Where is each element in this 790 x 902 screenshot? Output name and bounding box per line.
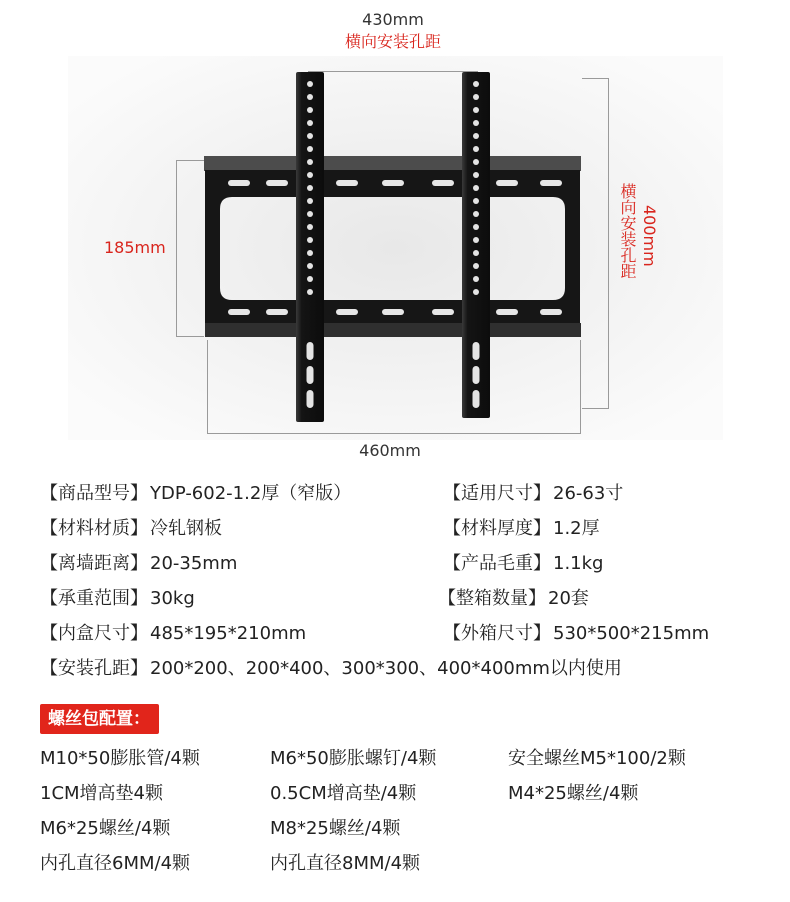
arm-hole — [307, 107, 313, 113]
spec-value: 26-63寸 — [553, 483, 624, 504]
arm-hole — [473, 94, 479, 100]
arm-hole — [307, 159, 313, 165]
spec-label: 【商品型号】 — [40, 483, 148, 504]
spec-hole-spacing — [40, 658, 622, 680]
screw-item: M10*50膨胀管/4颗 — [40, 748, 200, 769]
top-width-label: 430mm — [362, 10, 424, 29]
screw-item: 0.5CM增高垫/4颗 — [270, 783, 417, 804]
arm-slot — [307, 342, 314, 360]
frame-slot — [540, 309, 562, 315]
frame-slot — [496, 309, 518, 315]
spec-value: 200*200、200*400、300*300、400*400mm以内使用 — [150, 658, 622, 679]
arm-hole — [473, 133, 479, 139]
arm-hole — [473, 185, 479, 191]
arm-hole — [473, 263, 479, 269]
spec-label: 【安装孔距】 — [40, 658, 148, 679]
spec-model — [40, 483, 351, 505]
spec-thickness — [443, 518, 600, 540]
right-hole-spacing-label: 横向安装孔距 — [618, 183, 637, 279]
arm-hole — [307, 289, 313, 295]
arm-hole — [307, 94, 313, 100]
spec-label: 【内盒尺寸】 — [40, 623, 148, 644]
spec-outer-box-size — [443, 623, 709, 645]
arm-hole — [307, 250, 313, 256]
arm-hole — [473, 276, 479, 282]
arm-slot — [307, 366, 314, 384]
spec-value: 20-35mm — [150, 553, 238, 574]
frame-slot — [266, 180, 288, 186]
spec-value: 1.2厚 — [553, 518, 600, 539]
spec-value: 485*195*210mm — [150, 623, 307, 644]
frame-slot — [382, 309, 404, 315]
frame-slot — [540, 180, 562, 186]
screw-item: 内孔直径8MM/4颗 — [270, 853, 421, 874]
spec-value: 1.1kg — [553, 553, 604, 574]
spec-wall-distance — [40, 553, 237, 575]
arm-hole — [473, 224, 479, 230]
arm-hole — [307, 185, 313, 191]
frame-slot — [432, 309, 454, 315]
right-height-label: 400mm — [640, 205, 659, 267]
arm-hole — [473, 172, 479, 178]
frame-slot — [336, 180, 358, 186]
frame-slot — [382, 180, 404, 186]
spec-value: 530*500*215mm — [553, 623, 710, 644]
frame-slot — [336, 309, 358, 315]
spec-label: 【外箱尺寸】 — [443, 623, 551, 644]
arm-hole — [473, 250, 479, 256]
arm-hole — [473, 211, 479, 217]
arm-slot — [307, 390, 314, 408]
spec-label: 【承重范围】 — [40, 588, 148, 609]
spec-value: 20套 — [548, 588, 589, 609]
arm-hole — [307, 276, 313, 282]
spec-value: 冷轧钢板 — [150, 518, 222, 539]
frame-top-lip — [204, 156, 581, 171]
arm-hole — [307, 263, 313, 269]
screw-item: M6*25螺丝/4颗 — [40, 818, 171, 839]
arm-hole — [307, 133, 313, 139]
spec-fit-size — [443, 483, 623, 505]
arm-hole — [307, 211, 313, 217]
top-hole-spacing-label: 横向安装孔距 — [344, 32, 441, 51]
screw-item: M8*25螺丝/4颗 — [270, 818, 401, 839]
spec-load-range — [40, 588, 195, 610]
spec-material — [40, 518, 222, 540]
arm-hole — [473, 107, 479, 113]
arm-hole — [307, 120, 313, 126]
arm-hole — [307, 237, 313, 243]
spec-label: 【材料材质】 — [40, 518, 148, 539]
arm-hole — [473, 81, 479, 87]
spec-label: 【产品毛重】 — [443, 553, 551, 574]
arm-hole — [473, 237, 479, 243]
arm-hole — [473, 159, 479, 165]
spec-label: 【适用尺寸】 — [443, 483, 551, 504]
arm-slot — [473, 366, 480, 384]
screw-item: 安全螺丝M5*100/2颗 — [508, 748, 686, 769]
spec-label: 【离墙距离】 — [40, 553, 148, 574]
spec-value: 30kg — [150, 588, 195, 609]
arm-hole — [307, 172, 313, 178]
arm-slot — [473, 342, 480, 360]
frame-bottom-lip — [205, 323, 581, 337]
arm-hole — [307, 198, 313, 204]
frame-slot — [432, 180, 454, 186]
screw-item: M4*25螺丝/4颗 — [508, 783, 639, 804]
spec-label: 【整箱数量】 — [438, 588, 546, 609]
bottom-width-label: 460mm — [359, 441, 421, 460]
arm-hole — [307, 146, 313, 152]
arm-hole — [473, 289, 479, 295]
frame-slot — [228, 180, 250, 186]
arm-hole — [473, 120, 479, 126]
arm-hole — [473, 146, 479, 152]
spec-label: 【材料厚度】 — [443, 518, 551, 539]
screw-item: M6*50膨胀螺钉/4颗 — [270, 748, 437, 769]
spec-gross-weight — [443, 553, 603, 575]
screw-pack-badge: 螺丝包配置： — [40, 704, 159, 734]
screw-item: 内孔直径6MM/4颗 — [40, 853, 191, 874]
frame-slot — [266, 309, 288, 315]
arm-hole — [307, 81, 313, 87]
screw-item: 1CM增高垫4颗 — [40, 783, 164, 804]
spec-inner-box-size — [40, 623, 306, 645]
arm-hole — [473, 198, 479, 204]
spec-value: YDP-602-1.2厚（窄版） — [150, 483, 352, 504]
frame-slot — [228, 309, 250, 315]
left-height-label: 185mm — [104, 238, 166, 257]
arm-hole — [307, 224, 313, 230]
frame-slot — [496, 180, 518, 186]
spec-carton-quantity — [438, 588, 589, 610]
arm-slot — [473, 390, 480, 408]
